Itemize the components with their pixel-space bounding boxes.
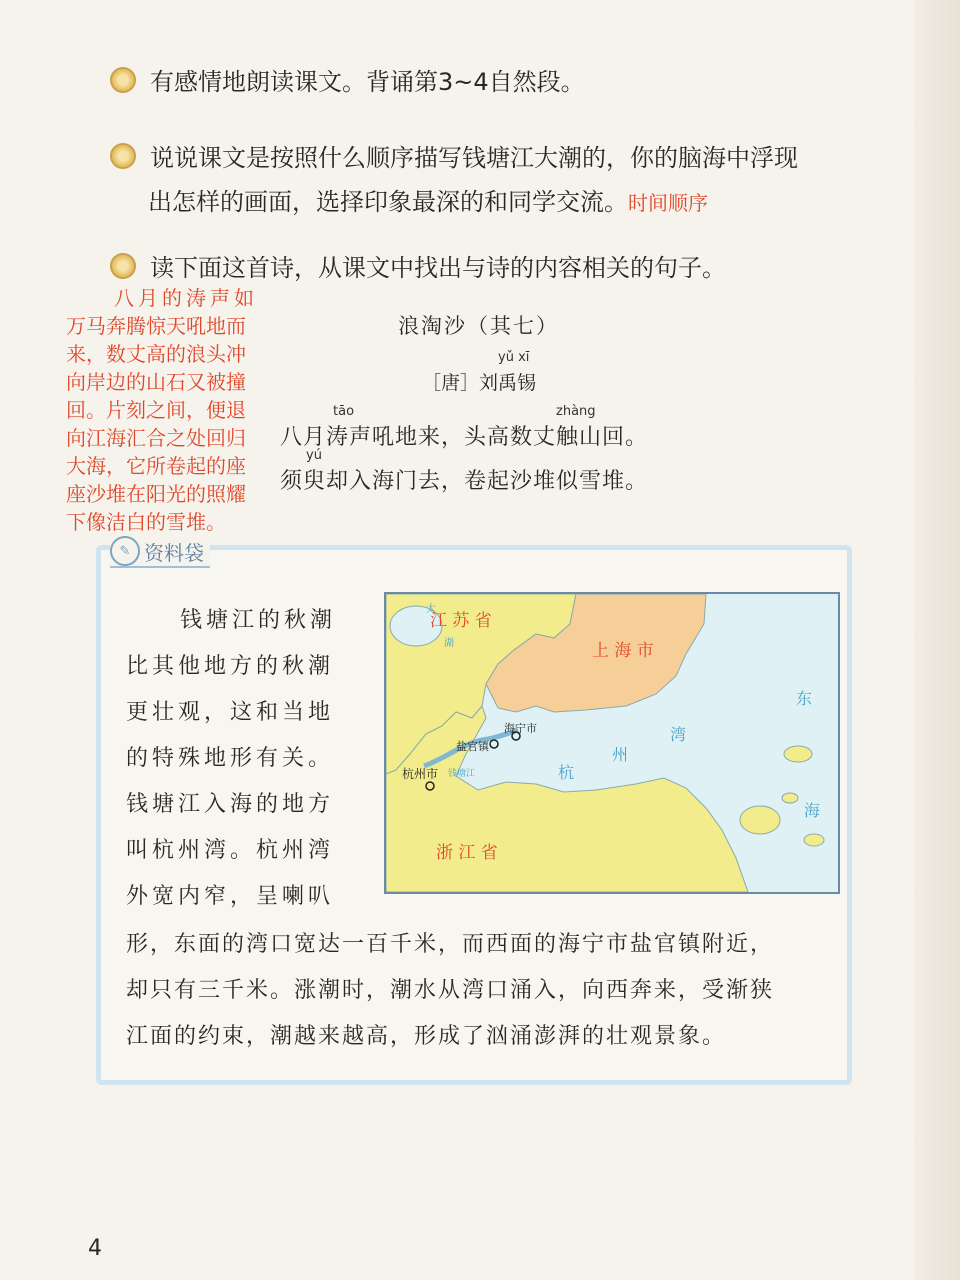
info-line: 形，东面的湾口宽达一百千米，而西面的海宁市盐官镇附近， [126,932,775,957]
island [804,834,824,846]
label-hangzhou: 杭州市 [402,767,439,781]
label-jiangsu: 江 苏 省 [430,611,492,631]
annotation-line: 万马奔腾惊天吼地而 [66,314,246,338]
pinyin-yu: yú [306,448,322,463]
info-box-label: 资料袋 [144,540,204,565]
info-line: 却只有三千米。涨潮时，潮水从湾口涌入，向西奔来，受渐狭 [126,978,775,1003]
label-dong: 东 [796,689,813,708]
question-2-line1: 说说课文是按照什么顺序描写钱塘江大潮的，你的脑海中浮现 [150,144,798,172]
label-haining: 海宁市 [504,722,537,735]
annotation-line: 来，数丈高的浪头冲 [66,342,246,366]
annotation-line: 下像洁白的雪堆。 [66,510,226,534]
label-hu: 湖 [444,638,454,649]
label-zhejiang: 浙 江 省 [436,843,498,863]
question-3-text: 读下面这首诗，从课文中找出与诗的内容相关的句子。 [150,254,726,282]
poem-author: ［唐］刘禹锡 [422,372,537,394]
island [740,806,780,834]
flower-bullet-icon [110,143,136,169]
label-hang: 杭 [558,763,575,782]
page-number: 4 [88,1236,102,1261]
poem-line-1: 八月涛声吼地来，头高数丈触山回。 [280,425,649,450]
annotation-line: 向岸边的山石又被撞 [66,370,246,394]
label-river: 钱塘江 [448,769,476,779]
annotation-line: 回。片刻之间，便退 [66,398,246,422]
poem-title: 浪淘沙（其七） [398,314,559,338]
label-tai: 太 [426,604,436,615]
annotation-line: 向江海汇合之处回归 [66,426,246,450]
annotation-line: 座沙堆在阳光的照耀 [66,482,246,506]
info-line: 钱塘江入海的地方 [126,792,335,817]
hangzhou-bay-map [384,592,840,894]
flower-bullet-icon [110,253,136,279]
handwritten-answer: 时间顺序 [628,191,708,215]
label-wan: 湾 [670,725,687,744]
island [784,746,812,762]
question-2-line2: 出怎样的画面，选择印象最深的和同学交流。 [148,188,628,216]
question-2-cont [148,180,708,225]
map-svg [386,594,838,892]
annotation-line: 大海，它所卷起的座 [66,454,246,478]
info-line: 钱塘江的秋潮 [180,608,337,633]
poem-line-2: 须臾却入海门去，卷起沙堆似雪堆。 [280,469,649,494]
page-edge [914,0,960,1280]
question-2 [110,136,798,180]
label-zhou: 州 [612,745,629,764]
question-1 [110,60,585,104]
pinyin-zhang: zhàng [556,404,596,419]
pinyin-tao: tāo [333,404,355,419]
info-line: 江面的约束，潮越来越高，形成了汹涌澎湃的壮观景象。 [126,1024,727,1049]
info-line: 外宽内窄，呈喇叭 [126,884,335,909]
label-shanghai: 上 海 市 [592,641,654,661]
label-yanguan: 盐官镇 [456,740,489,753]
island [782,793,798,803]
info-line: 更壮观，这和当地 [126,700,335,725]
info-line: 比其他地方的秋潮 [126,654,335,679]
info-box-tab [110,534,210,568]
tab-underline [110,566,210,568]
book-icon: ✎ [110,536,140,566]
red-annotation [66,284,272,536]
annotation-line: 八月的涛声如 [114,286,258,310]
info-line: 的特殊地形有关。 [126,746,335,771]
label-hai: 海 [804,801,821,820]
question-1-text: 有感情地朗读课文。背诵第3~4自然段。 [150,68,585,96]
author-pinyin: yǔ xī [498,350,530,365]
info-line: 叫杭州湾。杭州湾 [126,838,335,863]
flower-bullet-icon [110,67,136,93]
